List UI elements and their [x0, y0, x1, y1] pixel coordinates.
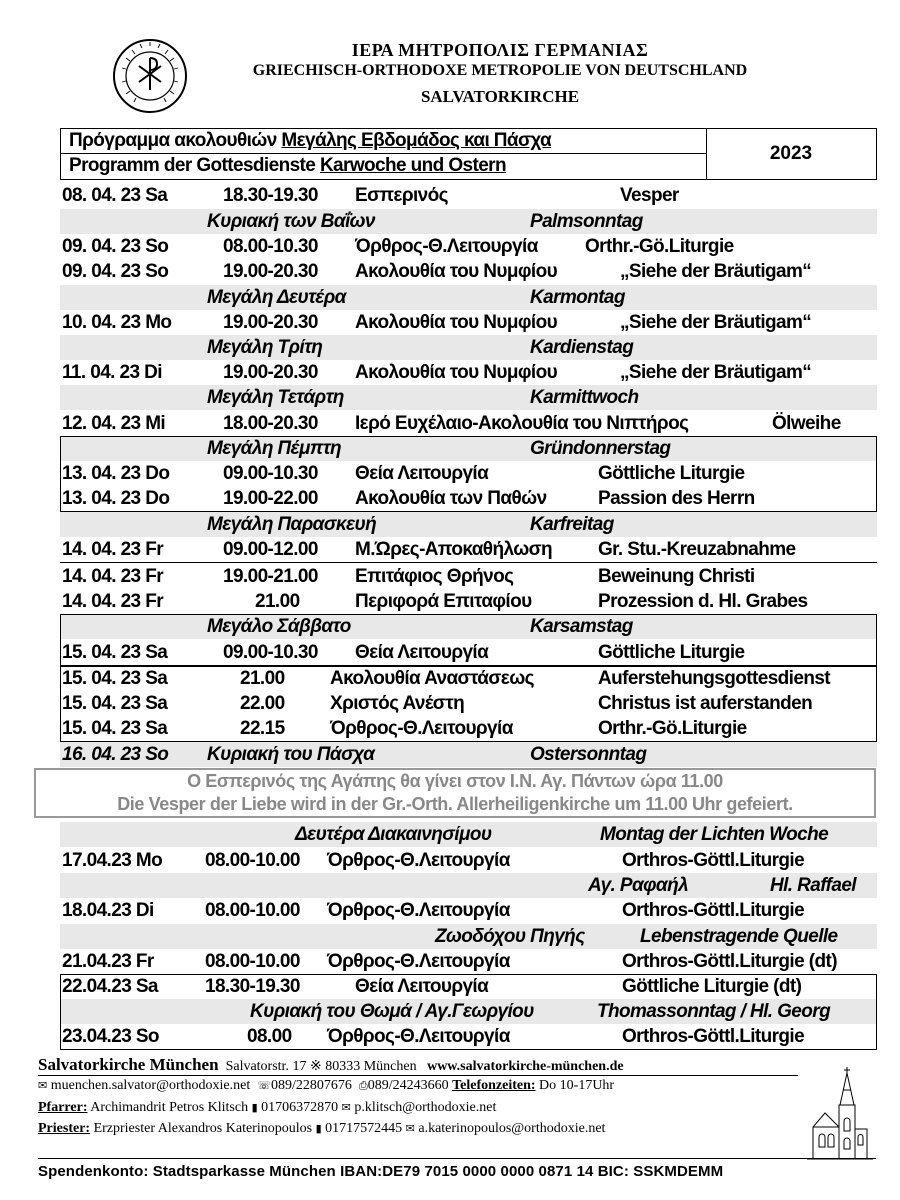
schedule-row: 14. 04. 23 Fr 19.00-21.00 Επιτάφιος Θρήνος Beweinung Christi — [62, 566, 755, 587]
notice-greek: Ο Εσπερινός της Αγάπης θα γίνει στον Ι.Ν. Αγ. Πάντων ώρα 11.00 — [187, 771, 723, 791]
fax-icon: ⎙ — [358, 1079, 368, 1092]
header-line-greek: ΙΕΡΑ ΜΗΤΡΟΠΟΛΙΣ ΓΕΡΜΑΝΙΑΣ — [351, 40, 649, 60]
footer-pfarrer-line: Pfarrer: Archimandrit Petros Klitsch ▮ 01706372870 ✉ p.klitsch@orthodoxie.net — [38, 1100, 497, 1115]
header-church: SALVATORKIRCHE — [420, 87, 580, 106]
day-heading: Αγ. Ραφαήλ Hl. Raffael — [588, 875, 856, 896]
schedule-row: 13. 04. 23 Do 19.00-22.00 Ακολουθία των Παθών Passion des Herrn — [62, 488, 755, 509]
day-heading: Δευτέρα Διακαινησίμου Montag der Lichten Woche — [295, 824, 829, 845]
day-heading: Κυριακή των Βαΐων Palmsonntag — [207, 211, 643, 232]
footer-church-name: Salvatorkirche München — [38, 1055, 219, 1074]
envelope-icon: ✉ — [405, 1122, 415, 1135]
schedule-row: 08. 04. 23 Sa 18.30-19.30 Εσπερινός Vesper — [62, 185, 679, 206]
mobile-phone-icon: ▮ — [315, 1122, 322, 1135]
day-heading: 16. 04. 23 So Κυριακή του Πάσχα Ostersonntag — [62, 744, 647, 765]
day-heading: Ζωοδόχου Πηγής Lebenstragende Quelle — [435, 926, 838, 947]
day-heading: Μεγάλη Τρίτη Kardienstag — [207, 337, 634, 358]
schedule-row: 13. 04. 23 Do 09.00-10.30 Θεία Λειτουργία Göttliche Liturgie — [62, 463, 745, 484]
schedule-row: 21.04.23 Fr 08.00-10.00 Όρθρος-Θ.Λειτουργία Orthros-Göttl.Liturgie (dt) — [62, 951, 837, 972]
schedule-row: 11. 04. 23 Di 19.00-20.30 Ακολουθία του Νυμφίου „Siehe der Bräutigam“ — [62, 362, 812, 383]
envelope-icon: ✉ — [38, 1079, 48, 1092]
title-year: 2023 — [769, 143, 813, 164]
footer-contact-line: ✉ muenchen.salvator@orthodoxie.net ☏089/22807676 ⎙089/24243660 Telefonzeiten: Do 10-17Uhr — [38, 1078, 615, 1093]
church-drawing-icon — [805, 1065, 875, 1165]
day-heading: Μεγάλη Τετάρτη Karmittwoch — [207, 387, 639, 408]
pfarrer-email[interactable]: p.klitsch@orthodoxie.net — [354, 1100, 497, 1115]
schedule-row: 23.04.23 So 08.00 Όρθρος-Θ.Λειτουργία Orthros-Göttl.Liturgie — [62, 1026, 805, 1047]
schedule-row: 15. 04. 23 Sa 21.00 Ακολουθία Αναστάσεως Auferstehungsgottesdienst — [62, 668, 831, 689]
schedule-row: 17.04.23 Mo 08.00-10.00 Όρθρος-Θ.Λειτουργία Orthros-Göttl.Liturgie — [62, 850, 805, 871]
schedule-row: 18.04.23 Di 08.00-10.00 Όρθρος-Θ.Λειτουργία Orthros-Göttl.Liturgie — [62, 900, 805, 921]
day-heading: Κυριακή του Θωμά / Αγ.Γεωργίου Thomassonntag / Hl. Georg — [250, 1001, 831, 1022]
envelope-icon: ✉ — [341, 1101, 351, 1114]
header-line-german: GRIECHISCH-ORTHODOXE METROPOLIE VON DEUTSCHLAND — [252, 62, 748, 79]
schedule-row: 15. 04. 23 Sa 09.00-10.30 Θεία Λειτουργία Göttliche Liturgie — [62, 642, 745, 663]
schedule-row: 09. 04. 23 So 08.00-10.30 Όρθρος-Θ.Λειτουργία Orthr.-Gö.Liturgie — [62, 236, 734, 257]
schedule-row: 09. 04. 23 So 19.00-20.30 Ακολουθία του Νυμφίου „Siehe der Bräutigam“ — [62, 261, 812, 282]
mobile-phone-icon: ▮ — [251, 1101, 258, 1114]
telephone-icon: ☏ — [257, 1079, 271, 1092]
day-heading: Μεγάλη Δευτέρα Karmontag — [207, 287, 625, 308]
schedule-row: 14. 04. 23 Fr 09.00-12.00 Μ.Ώρες-Αποκαθήλωση Gr. Stu.-Kreuzabnahme — [62, 539, 796, 560]
donation-account: Spendenkonto: Stadtsparkasse München IBAN:DE79 7015 0000 0000 0871 14 BIC: SSKMDEMM — [38, 1163, 724, 1180]
metropolis-seal-icon — [112, 38, 188, 114]
title-german: Programm der Gottesdienste Karwoche und Ostern — [69, 155, 506, 176]
schedule-row: 15. 04. 23 Sa 22.00 Χριστός Ανέστη Christus ist auferstanden — [62, 693, 813, 714]
schedule-row: 14. 04. 23 Fr 21.00 Περιφορά Επιταφίου Prozession d. Hl. Grabes — [62, 591, 808, 612]
schedule-row: 22.04.23 Sa 18.30-19.30 Θεία Λειτουργία Göttliche Liturgie (dt) — [62, 976, 802, 997]
footer-priester-line: Priester: Erzpriester Alexandros Katerinopoulos ▮ 01717572445 ✉ a.katerinopoulos@orthodoxie.net — [38, 1121, 606, 1136]
schedule-row: 15. 04. 23 Sa 22.15 Όρθρος-Θ.Λειτουργία Orthr.-Gö.Liturgie — [62, 718, 747, 739]
day-heading: Μεγάλη Πέμπτη Gründonnerstag — [207, 438, 671, 459]
footer-email[interactable]: muenchen.salvator@orthodoxie.net — [50, 1078, 251, 1093]
schedule-row: 12. 04. 23 Mi 18.00-20.30 Ιερό Ευχέλαιο-Ακολουθία του Νιπτήρος Ölweihe — [62, 413, 841, 434]
title-box — [60, 128, 877, 180]
title-left — [61, 129, 707, 179]
footer-address-line: Salvatorkirche München Salvatorstr. 17 ※ 80333 München www.salvatorkirche-münchen.de — [38, 1055, 624, 1074]
title-greek: Πρόγραμμα ακολουθιών Μεγάλης Εβδομάδος και Πάσχα — [69, 130, 552, 151]
notice-german: Die Vesper der Liebe wird in der Gr.-Orth. Allerheiligenkirche um 11.00 Uhr gefeiert. — [117, 794, 793, 814]
day-heading: Μεγάλη Παρασκευή Karfreitag — [207, 514, 614, 535]
priester-email[interactable]: a.katerinopoulos@orthodoxie.net — [418, 1121, 606, 1136]
vesper-notice — [34, 768, 876, 818]
footer-website[interactable]: www.salvatorkirche-münchen.de — [427, 1059, 624, 1074]
day-heading: Μεγάλο Σάββατο Karsamstag — [207, 616, 633, 637]
schedule-row: 10. 04. 23 Mo 19.00-20.30 Ακολουθία του Νυμφίου „Siehe der Bräutigam“ — [62, 312, 812, 333]
